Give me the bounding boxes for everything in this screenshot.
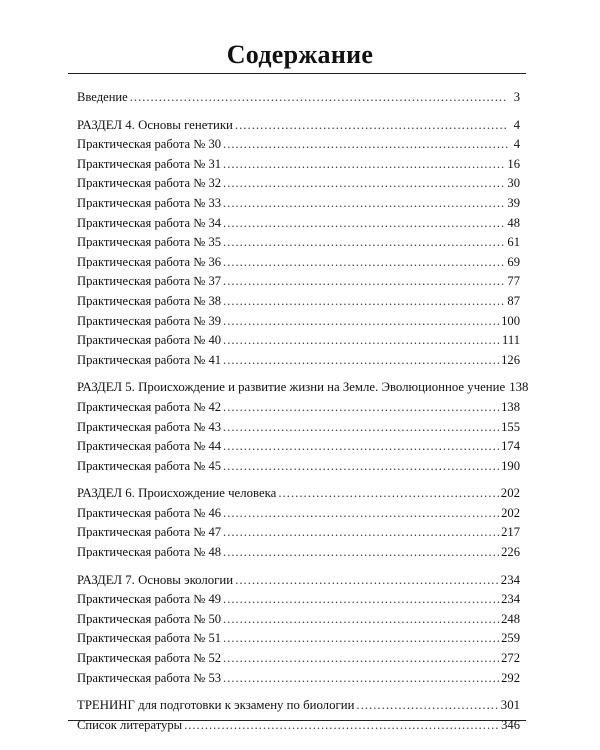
dot-leader	[223, 253, 505, 273]
toc-entry-label: Практическая работа № 30	[77, 137, 222, 152]
toc-entry[interactable]	[77, 590, 520, 610]
section-gap	[77, 108, 520, 116]
toc-entry-page: 190	[501, 458, 520, 473]
toc-entry[interactable]	[77, 214, 520, 234]
toc-entry[interactable]	[77, 610, 520, 630]
toc-entry-label: Практическая работа № 51	[77, 631, 222, 646]
toc-entry[interactable]	[77, 331, 520, 351]
dot-leader	[356, 696, 498, 716]
dot-leader	[223, 351, 499, 371]
toc-entry-page: 272	[501, 651, 520, 666]
toc-entry-label: Практическая работа № 48	[77, 545, 222, 560]
toc-entry-label: Практическая работа № 46	[77, 505, 222, 520]
toc-entry-label: Практическая работа № 37	[77, 274, 222, 289]
toc-entry-page: 301	[500, 698, 520, 713]
toc-entry-label: ТРЕНИНГ для подготовки к экзамену по биологии	[77, 698, 355, 713]
toc-entry-page: 138	[501, 399, 520, 414]
toc-entry-page: 39	[507, 195, 520, 210]
toc-entry-label: Практическая работа № 31	[77, 156, 222, 171]
toc-entry[interactable]	[77, 523, 520, 543]
toc-entry-label: Практическая работа № 53	[77, 670, 222, 685]
dot-leader	[223, 135, 508, 155]
dot-leader	[223, 214, 505, 234]
toc-entry[interactable]	[77, 253, 520, 273]
toc-entry-label: Практическая работа № 35	[77, 235, 222, 250]
toc-entry-label: Практическая работа № 42	[77, 399, 222, 414]
toc-entry-label: Практическая работа № 50	[77, 611, 222, 626]
toc-entry-page: 226	[501, 545, 520, 560]
dot-leader	[223, 272, 505, 292]
dot-leader	[223, 418, 499, 438]
toc-section-page: 234	[500, 572, 520, 587]
toc-entry-page: 16	[507, 156, 520, 171]
dot-leader	[223, 590, 499, 610]
toc-entry-page: 87	[507, 293, 520, 308]
dot-leader	[223, 155, 505, 175]
toc-entry-label: Практическая работа № 33	[77, 195, 222, 210]
toc-entry-intro[interactable]	[77, 88, 520, 108]
toc-entry[interactable]	[77, 649, 520, 669]
toc-entry[interactable]	[77, 155, 520, 175]
dot-leader	[223, 437, 499, 457]
toc-entry-label: Практическая работа № 43	[77, 419, 222, 434]
section-gap	[77, 688, 520, 696]
toc-section-page: 202	[500, 486, 520, 501]
toc-entry-page: 4	[513, 137, 520, 152]
toc-entry[interactable]	[77, 629, 520, 649]
toc-section-6[interactable]	[77, 484, 520, 504]
toc-entry-page: 77	[507, 274, 520, 289]
dot-leader	[223, 523, 499, 543]
toc-entry-label: Практическая работа № 39	[77, 313, 222, 328]
toc-entry-label: Практическая работа № 38	[77, 293, 222, 308]
toc-entry-training[interactable]	[77, 696, 520, 716]
dot-leader	[223, 610, 499, 630]
section-gap	[77, 370, 520, 378]
toc-section-label: РАЗДЕЛ 4. Основы генетики	[77, 117, 233, 132]
toc-entry[interactable]	[77, 312, 520, 332]
toc-entry-page: 292	[501, 670, 520, 685]
toc-section-7[interactable]	[77, 571, 520, 591]
dot-leader	[223, 649, 499, 669]
toc-entry-page: 61	[507, 235, 520, 250]
toc-entry[interactable]	[77, 135, 520, 155]
dot-leader	[223, 504, 499, 524]
toc-entry-label: Практическая работа № 44	[77, 439, 222, 454]
dot-leader	[223, 174, 505, 194]
toc-entry-page: 174	[501, 439, 520, 454]
toc-entry-page: 48	[507, 215, 520, 230]
toc-section-label: РАЗДЕЛ 6. Происхождение человека	[77, 486, 277, 501]
section-gap	[77, 563, 520, 571]
page-title: Содержание	[226, 40, 374, 69]
toc-entry[interactable]	[77, 504, 520, 524]
toc-entry-label: Практическая работа № 41	[77, 352, 222, 367]
toc-entry-label: Практическая работа № 32	[77, 176, 222, 191]
toc-list	[77, 88, 529, 735]
toc-entry[interactable]	[77, 351, 520, 371]
toc-entry-label: Список литературы	[77, 717, 183, 732]
dot-leader	[235, 116, 508, 136]
toc-entry-page: 346	[501, 717, 520, 732]
toc-entry-label: Практическая работа № 49	[77, 592, 222, 607]
dot-leader	[223, 312, 499, 332]
toc-entry-page: 111	[502, 333, 520, 348]
toc-entry-page: 100	[501, 313, 520, 328]
dot-leader	[223, 233, 505, 253]
toc-entry-label: Практическая работа № 34	[77, 215, 222, 230]
toc-entry-page: 202	[501, 505, 520, 520]
dot-leader	[278, 484, 498, 504]
toc-entry[interactable]	[77, 669, 520, 689]
toc-entry-page: 30	[507, 176, 520, 191]
toc-entry-literature[interactable]	[77, 716, 520, 736]
toc-entry[interactable]	[77, 272, 520, 292]
toc-section-label: РАЗДЕЛ 5. Происхождение и развитие жизни на Земле. Эволюционное учение	[77, 380, 506, 395]
dot-leader	[223, 398, 499, 418]
dot-leader	[223, 629, 499, 649]
toc-entry-page: 155	[501, 419, 520, 434]
dot-leader	[223, 194, 505, 214]
toc-entry[interactable]	[77, 418, 520, 438]
toc-entry-label: Практическая работа № 52	[77, 651, 222, 666]
dot-leader	[223, 292, 505, 312]
toc-entry-page: 248	[501, 611, 520, 626]
toc-section-5[interactable]	[77, 378, 529, 398]
dot-leader	[184, 716, 499, 736]
toc-entry[interactable]	[77, 543, 520, 563]
table-of-contents	[68, 73, 529, 732]
toc-entry-label: Практическая работа № 45	[77, 458, 222, 473]
toc-section-label: РАЗДЕЛ 7. Основы экологии	[77, 572, 234, 587]
dot-leader	[223, 331, 500, 351]
toc-entry[interactable]	[77, 174, 520, 194]
toc-entry[interactable]	[77, 398, 520, 418]
section-gap	[77, 476, 520, 484]
toc-entry-page: 69	[507, 254, 520, 269]
dot-leader	[130, 88, 508, 108]
dot-leader	[223, 669, 499, 689]
toc-entry[interactable]	[77, 437, 520, 457]
toc-entry[interactable]	[77, 457, 520, 477]
toc-entry-page: 234	[501, 592, 520, 607]
toc-entry-page: 126	[501, 352, 520, 367]
toc-entry-label: Практическая работа № 47	[77, 525, 222, 540]
toc-section-page: 138	[509, 380, 529, 395]
toc-entry-page: 259	[501, 631, 520, 646]
dot-leader	[223, 543, 499, 563]
toc-section-page: 4	[513, 117, 520, 132]
toc-entry-page: 3	[513, 90, 520, 104]
toc-entry-label: Практическая работа № 40	[77, 333, 222, 348]
dot-leader	[235, 571, 499, 591]
toc-entry[interactable]	[77, 194, 520, 214]
toc-entry[interactable]	[77, 292, 520, 312]
toc-entry-label: Практическая работа № 36	[77, 254, 222, 269]
toc-entry-page: 217	[501, 525, 520, 540]
dot-leader	[223, 457, 499, 477]
toc-section-4[interactable]	[77, 116, 520, 136]
toc-entry-label: Введение	[77, 90, 128, 104]
toc-entry[interactable]	[77, 233, 520, 253]
